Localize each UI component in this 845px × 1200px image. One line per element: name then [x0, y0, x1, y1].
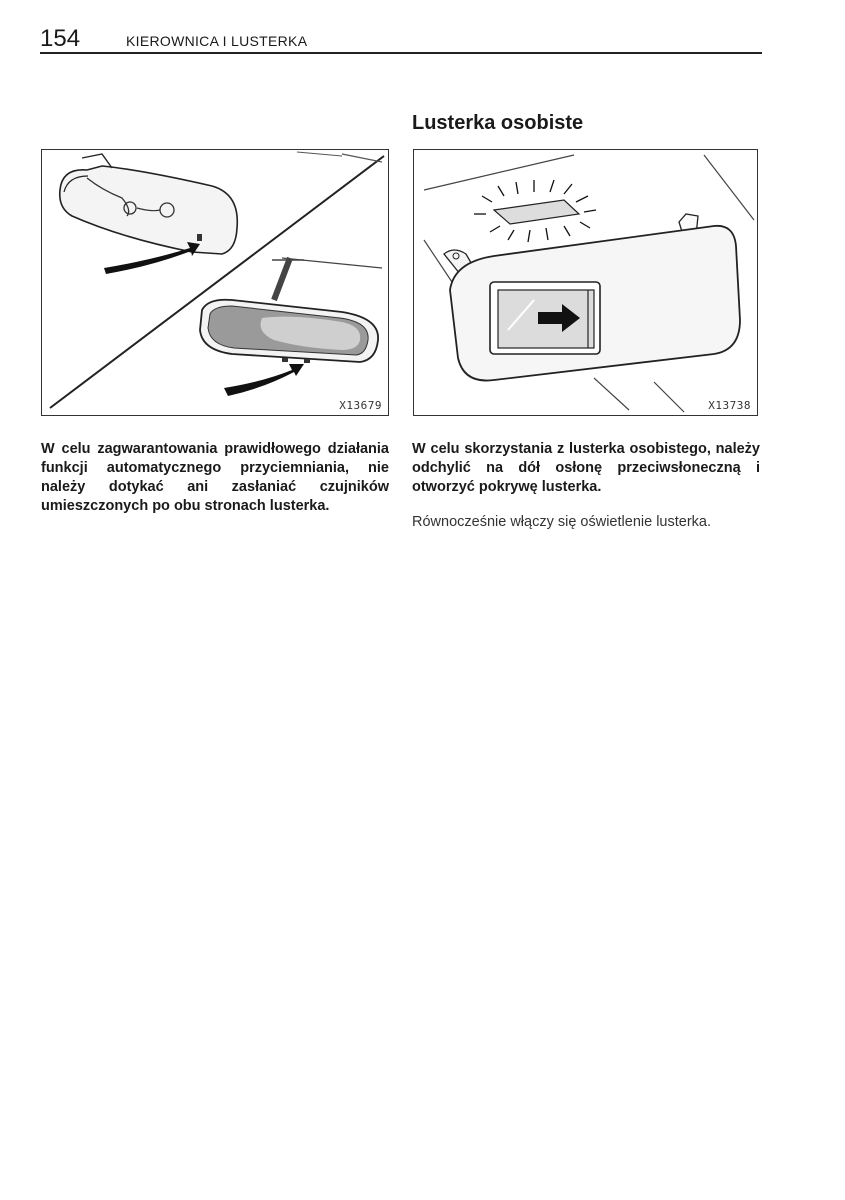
figure-code: X13738	[708, 399, 751, 412]
running-title: KIEROWNICA I LUSTERKA	[126, 33, 308, 49]
right-paragraph-bold: W celu skorzystania z lusterka osobistego, należy odchylić na dół osłonę przeciwsłoneczną i otworzyć pokrywę lusterka.	[412, 441, 760, 495]
page-header	[40, 26, 762, 54]
section-title: Lusterka osobiste	[412, 112, 584, 134]
vanity-mirror-figure	[413, 149, 758, 416]
rearview-mirror-figure	[41, 149, 389, 416]
light-icon	[474, 180, 596, 242]
figure-code: X13679	[339, 399, 382, 412]
page-number: 154	[40, 25, 81, 52]
vanity-mirror-illustration	[414, 150, 757, 415]
right-paragraph-normal: Równocześnie włączy się oświetlenie lusterka.	[412, 514, 711, 530]
left-paragraph: W celu zagwarantowania prawidłowego działania funkcji automatycznego przyciemniania, nie należy dotykać ani zasłaniać czujników umieszczonych po obu stronach lusterka.	[41, 441, 389, 514]
rearview-mirror-illustration	[42, 150, 388, 415]
